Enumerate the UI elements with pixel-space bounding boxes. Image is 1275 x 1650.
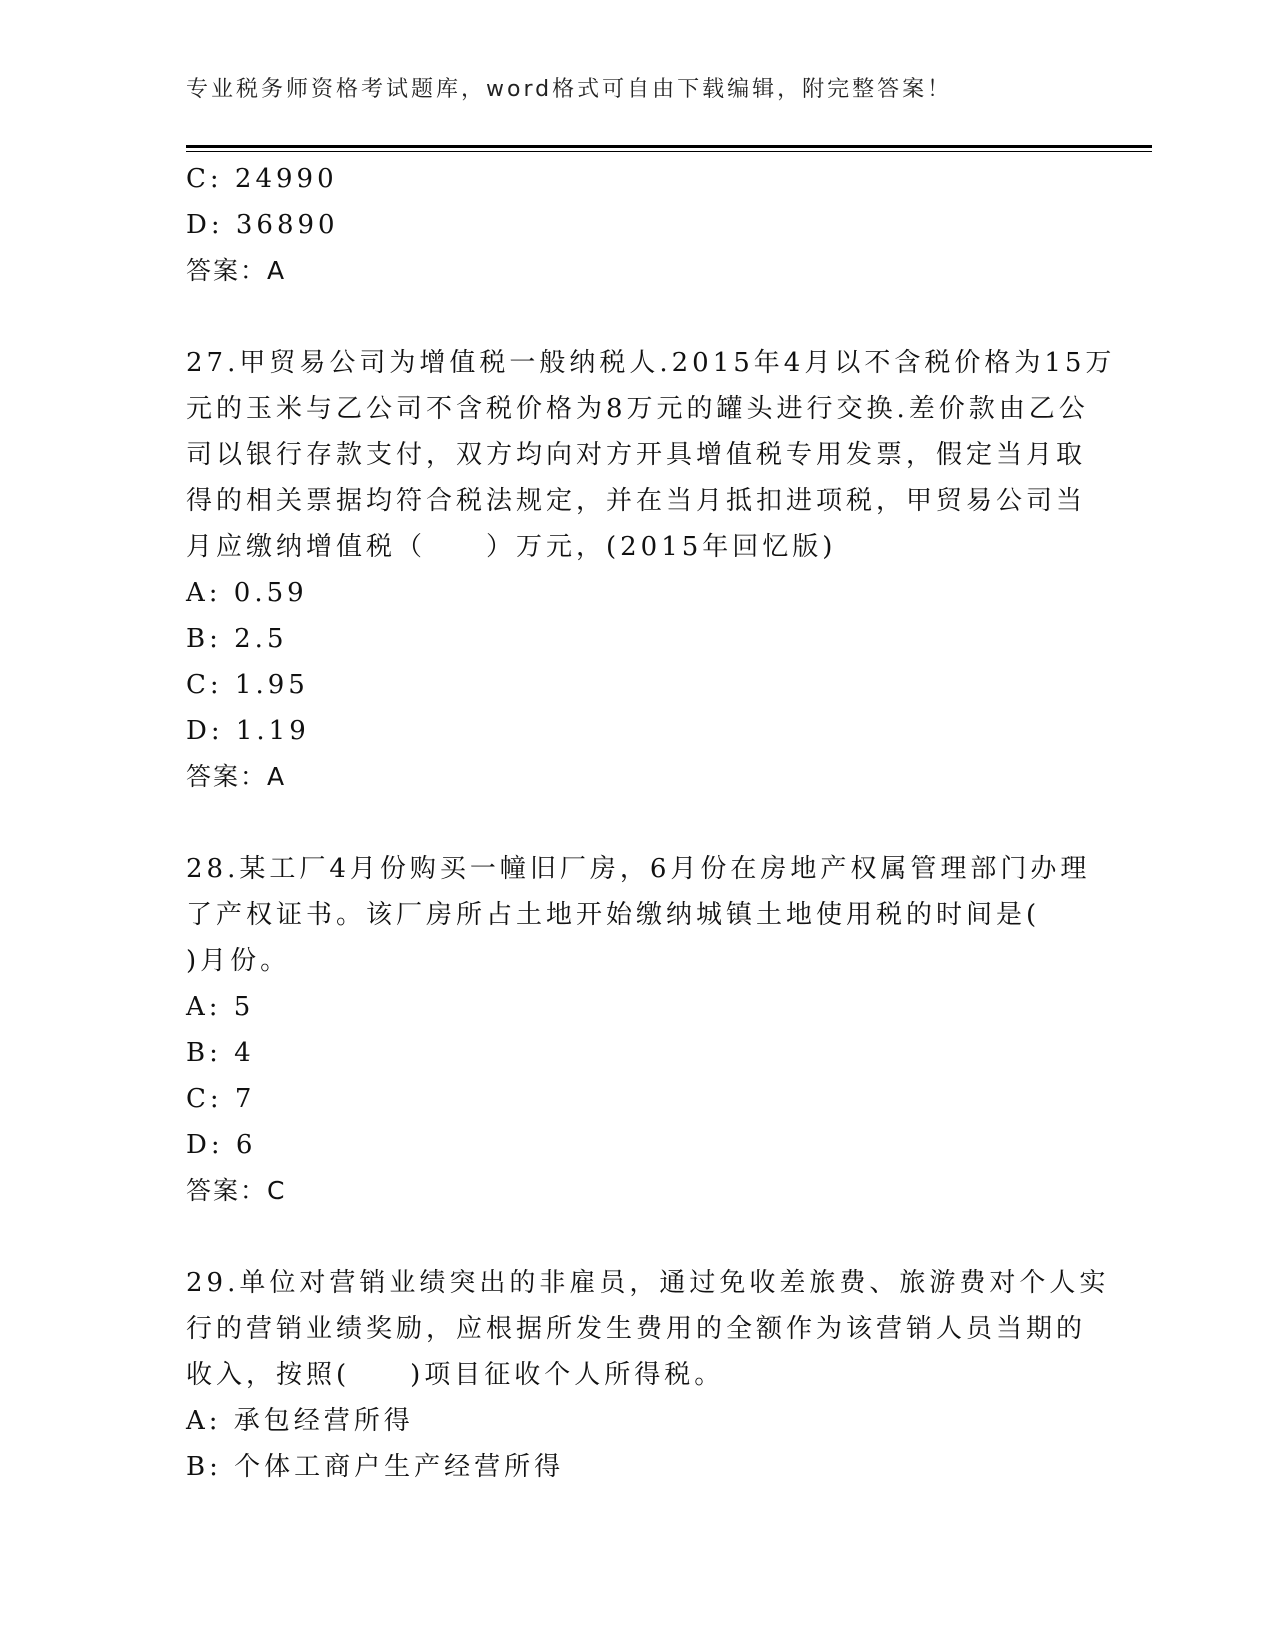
question-text-line: 得的相关票据均符合税法规定，并在当月抵扣进项税，甲贸易公司当 [186,486,1087,516]
option-d: D: 6 [186,1130,257,1160]
question-28 [186,846,1091,1214]
option-c: C: 1.95 [186,670,309,700]
option-b: B: 2.5 [186,624,288,654]
question-text-line: )月份。 [186,946,291,976]
page-header: 专业税务师资格考试题库，word格式可自由下载编辑，附完整答案！ [186,77,953,102]
header-rule-thick [186,145,1152,148]
question-text-line: 行的营销业绩奖励，应根据所发生费用的全额作为该营销人员当期的 [186,1314,1087,1344]
header-rule-thin [186,151,1152,152]
question-26-tail [186,156,1086,294]
option-d: D: 1.19 [186,716,310,746]
question-text-line: 收入，按照( )项目征收个人所得税。 [186,1360,725,1390]
spacer [186,800,1086,846]
option-a: A: 5 [186,992,255,1022]
question-text-line: 29.单位对营销业绩突出的非雇员，通过免收差旅费、旅游费对个人实 [186,1268,1110,1298]
spacer [186,294,1086,340]
answer-line: 答案：A [186,762,287,791]
option-b: B: 4 [186,1038,255,1068]
answer-line: 答案：C [186,1176,287,1205]
question-text-line: 27.甲贸易公司为增值税一般纳税人.2015年4月以不含税价格为15万 [186,348,1116,378]
question-text-line: 司以银行存款支付，双方均向对方开具增值税专用发票，假定当月取 [186,440,1087,470]
question-text-line: 28.某工厂4月份购买一幢旧厂房，6月份在房地产权属管理部门办理 [186,854,1091,884]
answer-line: 答案：A [186,256,287,285]
option-b: B: 个体工商户生产经营所得 [186,1452,565,1482]
question-text-line: 元的玉米与乙公司不含税价格为8万元的罐头进行交换.差价款由乙公 [186,394,1089,424]
question-text-line: 了产权证书。该厂房所占土地开始缴纳城镇土地使用税的时间是( [186,900,1041,930]
document-body [186,156,1116,1490]
option-a: A: 0.59 [186,578,308,608]
option-c: C: 24990 [186,164,338,194]
option-c: C: 7 [186,1084,256,1114]
question-text-line: 月应缴纳增值税（ ）万元，(2015年回忆版) [186,532,837,562]
question-27 [186,340,1116,800]
question-29 [186,1260,1110,1490]
spacer [186,1214,1086,1260]
option-a: A: 承包经营所得 [186,1406,414,1436]
option-d: D: 36890 [186,210,339,240]
